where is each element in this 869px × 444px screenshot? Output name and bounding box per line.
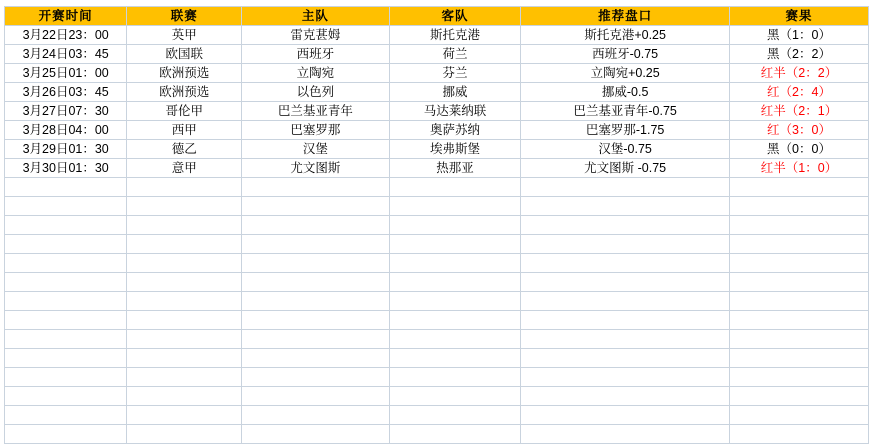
empty-table-row xyxy=(5,273,869,292)
empty-cell[interactable] xyxy=(521,292,730,311)
empty-cell[interactable] xyxy=(389,235,521,254)
cell-result[interactable]: 黑（1：0） xyxy=(730,26,869,45)
column-header-league[interactable]: 联赛 xyxy=(127,7,242,26)
empty-cell[interactable] xyxy=(730,178,869,197)
empty-cell[interactable] xyxy=(5,254,127,273)
empty-cell[interactable] xyxy=(127,368,242,387)
empty-cell[interactable] xyxy=(730,292,869,311)
empty-cell[interactable] xyxy=(730,406,869,425)
cell-result[interactable]: 红（2：4） xyxy=(730,83,869,102)
empty-table-row xyxy=(5,387,869,406)
cell-handicap[interactable]: 巴塞罗那-1.75 xyxy=(521,121,730,140)
cell-away-team[interactable]: 热那亚 xyxy=(389,159,521,178)
cell-time[interactable]: 3月25日01：00 xyxy=(5,64,127,83)
empty-cell[interactable] xyxy=(521,235,730,254)
empty-cell[interactable] xyxy=(127,292,242,311)
cell-result[interactable]: 红（3：0） xyxy=(730,121,869,140)
empty-table-row xyxy=(5,311,869,330)
empty-cell[interactable] xyxy=(521,197,730,216)
empty-table-row xyxy=(5,235,869,254)
empty-cell[interactable] xyxy=(521,254,730,273)
empty-cell[interactable] xyxy=(127,197,242,216)
empty-cell[interactable] xyxy=(127,349,242,368)
table-row xyxy=(5,159,869,178)
empty-cell[interactable] xyxy=(521,425,730,444)
cell-handicap[interactable]: 斯托克港+0.25 xyxy=(521,26,730,45)
column-header-recommended-handicap[interactable]: 推荐盘口 xyxy=(521,7,730,26)
empty-cell[interactable] xyxy=(521,387,730,406)
cell-home-team[interactable]: 立陶宛 xyxy=(242,64,389,83)
cell-time[interactable]: 3月30日01：30 xyxy=(5,159,127,178)
table-row xyxy=(5,83,869,102)
table-row xyxy=(5,121,869,140)
empty-cell[interactable] xyxy=(242,216,389,235)
empty-table-row xyxy=(5,216,869,235)
cell-home-team[interactable]: 巴兰基亚青年 xyxy=(242,102,389,121)
empty-cell[interactable] xyxy=(242,368,389,387)
cell-league[interactable]: 欧国联 xyxy=(127,45,242,64)
cell-away-team[interactable]: 挪威 xyxy=(389,83,521,102)
cell-league[interactable]: 西甲 xyxy=(127,121,242,140)
empty-cell[interactable] xyxy=(242,178,389,197)
empty-cell[interactable] xyxy=(521,406,730,425)
empty-cell[interactable] xyxy=(389,330,521,349)
table-header-row xyxy=(5,7,869,26)
empty-cell[interactable] xyxy=(127,216,242,235)
table-row xyxy=(5,26,869,45)
empty-cell[interactable] xyxy=(5,216,127,235)
empty-cell[interactable] xyxy=(389,387,521,406)
empty-cell[interactable] xyxy=(242,387,389,406)
column-header-home-team[interactable]: 主队 xyxy=(242,7,389,26)
cell-home-team[interactable]: 汉堡 xyxy=(242,140,389,159)
cell-away-team[interactable]: 奥萨苏纳 xyxy=(389,121,521,140)
empty-cell[interactable] xyxy=(242,349,389,368)
empty-cell[interactable] xyxy=(389,273,521,292)
match-table xyxy=(4,6,869,444)
empty-cell[interactable] xyxy=(389,197,521,216)
cell-result[interactable]: 红半（2：2） xyxy=(730,64,869,83)
empty-cell[interactable] xyxy=(389,425,521,444)
cell-result[interactable]: 黑（0：0） xyxy=(730,140,869,159)
empty-cell[interactable] xyxy=(5,178,127,197)
empty-cell[interactable] xyxy=(730,330,869,349)
table-row xyxy=(5,102,869,121)
cell-home-team[interactable]: 以色列 xyxy=(242,83,389,102)
empty-cell[interactable] xyxy=(730,425,869,444)
empty-cell[interactable] xyxy=(5,235,127,254)
empty-cell[interactable] xyxy=(730,197,869,216)
empty-cell[interactable] xyxy=(730,254,869,273)
empty-cell[interactable] xyxy=(242,235,389,254)
cell-away-team[interactable]: 马达莱纳联 xyxy=(389,102,521,121)
empty-cell[interactable] xyxy=(242,406,389,425)
cell-home-team[interactable]: 雷克葚姆 xyxy=(242,26,389,45)
cell-league[interactable]: 欧洲预选 xyxy=(127,64,242,83)
empty-cell[interactable] xyxy=(730,311,869,330)
cell-result[interactable]: 红半（2：1） xyxy=(730,102,869,121)
empty-cell[interactable] xyxy=(389,368,521,387)
cell-time[interactable]: 3月29日01：30 xyxy=(5,140,127,159)
cell-home-team[interactable]: 尤文图斯 xyxy=(242,159,389,178)
empty-cell[interactable] xyxy=(127,178,242,197)
empty-cell[interactable] xyxy=(5,368,127,387)
empty-cell[interactable] xyxy=(242,425,389,444)
empty-cell[interactable] xyxy=(127,273,242,292)
empty-cell[interactable] xyxy=(5,292,127,311)
empty-cell[interactable] xyxy=(389,178,521,197)
empty-cell[interactable] xyxy=(730,368,869,387)
table-row xyxy=(5,45,869,64)
empty-cell[interactable] xyxy=(5,425,127,444)
empty-table-row xyxy=(5,330,869,349)
empty-cell[interactable] xyxy=(730,216,869,235)
empty-cell[interactable] xyxy=(242,197,389,216)
cell-away-team[interactable]: 埃弗斯堡 xyxy=(389,140,521,159)
cell-home-team[interactable]: 西班牙 xyxy=(242,45,389,64)
empty-table-row xyxy=(5,254,869,273)
empty-cell[interactable] xyxy=(521,368,730,387)
empty-cell[interactable] xyxy=(389,406,521,425)
empty-cell[interactable] xyxy=(5,311,127,330)
empty-cell[interactable] xyxy=(5,330,127,349)
cell-result[interactable]: 红半（1：0） xyxy=(730,159,869,178)
cell-away-team[interactable]: 斯托克港 xyxy=(389,26,521,45)
cell-home-team[interactable]: 巴塞罗那 xyxy=(242,121,389,140)
column-header-time[interactable]: 开赛时间 xyxy=(5,7,127,26)
cell-away-team[interactable]: 荷兰 xyxy=(389,45,521,64)
empty-cell[interactable] xyxy=(389,311,521,330)
empty-cell[interactable] xyxy=(5,406,127,425)
empty-cell[interactable] xyxy=(521,273,730,292)
cell-handicap[interactable]: 巴兰基亚青年-0.75 xyxy=(521,102,730,121)
cell-handicap[interactable]: 尤文图斯 -0.75 xyxy=(521,159,730,178)
empty-table-row xyxy=(5,349,869,368)
empty-cell[interactable] xyxy=(389,254,521,273)
column-header-result[interactable]: 赛果 xyxy=(730,7,869,26)
empty-cell[interactable] xyxy=(127,425,242,444)
empty-cell[interactable] xyxy=(389,349,521,368)
empty-cell[interactable] xyxy=(127,406,242,425)
cell-time[interactable]: 3月28日04：00 xyxy=(5,121,127,140)
empty-cell[interactable] xyxy=(127,387,242,406)
cell-handicap[interactable]: 西班牙-0.75 xyxy=(521,45,730,64)
empty-table-row xyxy=(5,178,869,197)
empty-cell[interactable] xyxy=(730,349,869,368)
empty-cell[interactable] xyxy=(242,330,389,349)
empty-cell[interactable] xyxy=(5,349,127,368)
cell-time[interactable]: 3月26日03：45 xyxy=(5,83,127,102)
empty-table-row xyxy=(5,197,869,216)
column-header-away-team[interactable]: 客队 xyxy=(389,7,521,26)
empty-cell[interactable] xyxy=(521,216,730,235)
empty-table-row xyxy=(5,292,869,311)
empty-table-row xyxy=(5,406,869,425)
empty-table-row xyxy=(5,425,869,444)
empty-cell[interactable] xyxy=(242,254,389,273)
empty-cell[interactable] xyxy=(730,387,869,406)
empty-cell[interactable] xyxy=(521,178,730,197)
cell-league[interactable]: 意甲 xyxy=(127,159,242,178)
cell-league[interactable]: 德乙 xyxy=(127,140,242,159)
table-row xyxy=(5,64,869,83)
cell-league[interactable]: 英甲 xyxy=(127,26,242,45)
table-body xyxy=(5,7,869,444)
table-row xyxy=(5,140,869,159)
empty-cell[interactable] xyxy=(242,292,389,311)
cell-league[interactable]: 哥伦甲 xyxy=(127,102,242,121)
empty-cell[interactable] xyxy=(242,311,389,330)
empty-cell[interactable] xyxy=(127,330,242,349)
empty-cell[interactable] xyxy=(127,311,242,330)
cell-away-team[interactable]: 芬兰 xyxy=(389,64,521,83)
cell-handicap[interactable]: 汉堡-0.75 xyxy=(521,140,730,159)
empty-cell[interactable] xyxy=(389,292,521,311)
cell-result[interactable]: 黑（2：2） xyxy=(730,45,869,64)
empty-cell[interactable] xyxy=(5,197,127,216)
empty-cell[interactable] xyxy=(521,330,730,349)
empty-cell[interactable] xyxy=(730,235,869,254)
cell-time[interactable]: 3月22日23：00 xyxy=(5,26,127,45)
empty-cell[interactable] xyxy=(5,273,127,292)
cell-league[interactable]: 欧洲预选 xyxy=(127,83,242,102)
cell-handicap[interactable]: 挪威-0.5 xyxy=(521,83,730,102)
empty-cell[interactable] xyxy=(521,349,730,368)
empty-cell[interactable] xyxy=(242,273,389,292)
cell-time[interactable]: 3月27日07：30 xyxy=(5,102,127,121)
empty-cell[interactable] xyxy=(127,235,242,254)
cell-time[interactable]: 3月24日03：45 xyxy=(5,45,127,64)
empty-cell[interactable] xyxy=(127,254,242,273)
empty-cell[interactable] xyxy=(5,387,127,406)
empty-table-row xyxy=(5,368,869,387)
empty-cell[interactable] xyxy=(521,311,730,330)
cell-handicap[interactable]: 立陶宛+0.25 xyxy=(521,64,730,83)
empty-cell[interactable] xyxy=(389,216,521,235)
empty-cell[interactable] xyxy=(730,273,869,292)
